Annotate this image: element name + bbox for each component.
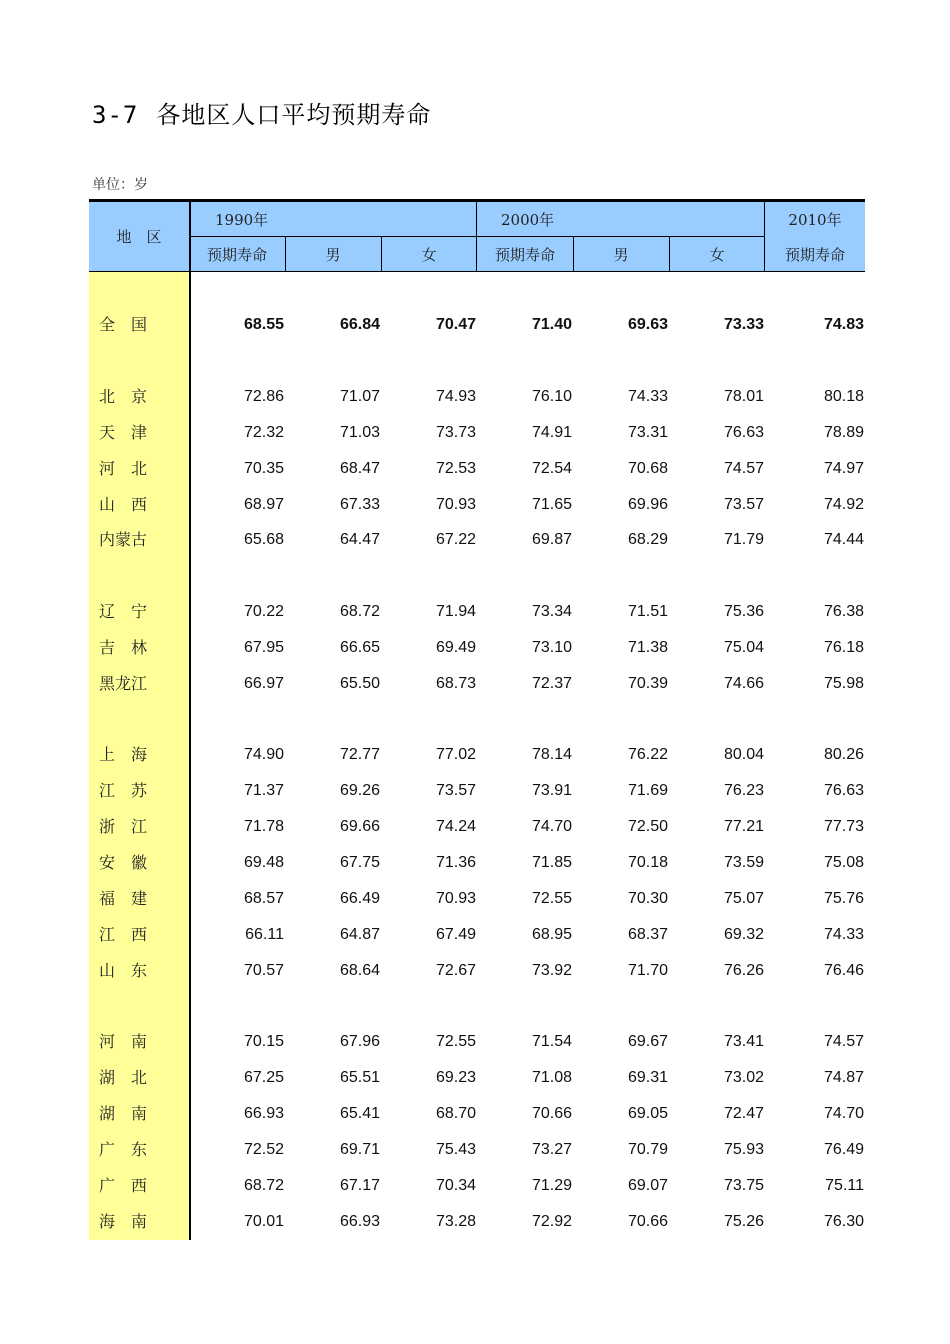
region-name: 湖 南 bbox=[99, 1104, 148, 1123]
value-cell: 71.51 bbox=[627, 603, 668, 620]
value-cell: 70.22 bbox=[243, 603, 284, 620]
value-cell: 66.84 bbox=[339, 316, 380, 333]
table-row bbox=[89, 773, 865, 809]
value-cell: 70.35 bbox=[243, 460, 284, 477]
region-name: 海 南 bbox=[99, 1212, 148, 1231]
value-cell: 76.38 bbox=[823, 603, 864, 620]
value-cell: 68.70 bbox=[435, 1105, 476, 1122]
value-cell: 80.04 bbox=[723, 746, 764, 763]
value-cell: 69.26 bbox=[339, 782, 380, 799]
value-cell: 74.70 bbox=[531, 818, 572, 835]
value-cell: 67.22 bbox=[435, 531, 476, 548]
region-name: 安 徽 bbox=[99, 853, 148, 872]
value-cell: 70.39 bbox=[627, 675, 668, 692]
value-cell: 78.01 bbox=[723, 388, 764, 405]
value-cell: 74.93 bbox=[435, 388, 476, 405]
header-1990: 1990年 bbox=[215, 211, 269, 229]
value-cell: 68.73 bbox=[435, 675, 476, 692]
header-2000-female: 女 bbox=[709, 245, 725, 264]
value-cell: 70.34 bbox=[435, 1177, 476, 1194]
header-2000: 2000年 bbox=[501, 211, 555, 229]
value-cell: 72.32 bbox=[243, 424, 284, 441]
region-name: 上 海 bbox=[99, 745, 148, 764]
value-cell: 71.37 bbox=[243, 782, 284, 799]
value-cell: 76.18 bbox=[823, 639, 864, 656]
header-1990-female: 女 bbox=[421, 245, 437, 264]
value-cell: 70.01 bbox=[243, 1213, 284, 1230]
value-cell: 74.70 bbox=[823, 1105, 864, 1122]
value-cell: 76.23 bbox=[723, 782, 764, 799]
value-cell: 67.25 bbox=[243, 1069, 284, 1086]
value-cell: 73.73 bbox=[435, 424, 476, 441]
region-name: 内蒙古 bbox=[99, 530, 148, 549]
value-cell: 67.75 bbox=[339, 854, 380, 871]
value-cell: 71.08 bbox=[531, 1069, 572, 1086]
value-cell: 69.49 bbox=[435, 639, 476, 656]
value-cell: 71.07 bbox=[339, 388, 380, 405]
value-cell: 76.26 bbox=[723, 962, 764, 979]
value-cell: 74.57 bbox=[723, 460, 764, 477]
value-cell: 69.07 bbox=[627, 1177, 668, 1194]
value-cell: 72.50 bbox=[627, 818, 668, 835]
value-cell: 71.85 bbox=[531, 854, 572, 871]
region-name: 江 西 bbox=[99, 925, 148, 944]
value-cell: 68.29 bbox=[627, 531, 668, 548]
value-cell: 70.30 bbox=[627, 890, 668, 907]
value-cell: 75.08 bbox=[823, 854, 864, 871]
value-cell: 70.79 bbox=[627, 1141, 668, 1158]
value-cell: 73.28 bbox=[435, 1213, 476, 1230]
value-cell: 72.47 bbox=[723, 1105, 764, 1122]
table-row bbox=[89, 630, 865, 666]
header-divider bbox=[573, 237, 574, 271]
value-cell: 69.23 bbox=[435, 1069, 476, 1086]
value-cell: 75.07 bbox=[723, 890, 764, 907]
value-cell: 80.18 bbox=[823, 388, 864, 405]
value-cell: 71.29 bbox=[531, 1177, 572, 1194]
value-cell: 74.91 bbox=[531, 424, 572, 441]
value-cell: 70.57 bbox=[243, 962, 284, 979]
value-cell: 76.22 bbox=[627, 746, 668, 763]
region-name: 广 西 bbox=[99, 1176, 148, 1195]
value-cell: 74.87 bbox=[823, 1069, 864, 1086]
table-row bbox=[89, 379, 865, 415]
value-cell: 74.44 bbox=[823, 531, 864, 548]
value-cell: 69.48 bbox=[243, 854, 284, 871]
table-row bbox=[89, 1096, 865, 1132]
value-cell: 66.93 bbox=[339, 1213, 380, 1230]
header-2000-male: 男 bbox=[613, 245, 629, 264]
value-cell: 67.95 bbox=[243, 639, 284, 656]
value-cell: 73.91 bbox=[531, 782, 572, 799]
value-cell: 68.55 bbox=[243, 316, 284, 333]
value-cell: 72.54 bbox=[531, 460, 572, 477]
value-cell: 66.97 bbox=[243, 675, 284, 692]
value-cell: 73.57 bbox=[435, 782, 476, 799]
region-name: 河 北 bbox=[99, 459, 148, 478]
value-cell: 70.93 bbox=[435, 890, 476, 907]
value-cell: 72.53 bbox=[435, 460, 476, 477]
header-2000-life: 预期寿命 bbox=[494, 245, 555, 264]
value-cell: 64.47 bbox=[339, 531, 380, 548]
value-cell: 65.41 bbox=[339, 1105, 380, 1122]
value-cell: 71.94 bbox=[435, 603, 476, 620]
region-name: 山 西 bbox=[99, 495, 148, 514]
header-divider bbox=[669, 237, 670, 271]
value-cell: 69.63 bbox=[627, 316, 668, 333]
value-cell: 72.67 bbox=[435, 962, 476, 979]
value-cell: 68.57 bbox=[243, 890, 284, 907]
value-cell: 71.38 bbox=[627, 639, 668, 656]
value-cell: 74.90 bbox=[243, 746, 284, 763]
table-row bbox=[89, 881, 865, 917]
table-row bbox=[89, 1024, 865, 1060]
value-cell: 72.86 bbox=[243, 388, 284, 405]
value-cell: 69.66 bbox=[339, 818, 380, 835]
value-cell: 74.97 bbox=[823, 460, 864, 477]
value-cell: 74.33 bbox=[823, 926, 864, 943]
value-cell: 71.36 bbox=[435, 854, 476, 871]
value-cell: 74.57 bbox=[823, 1033, 864, 1050]
table-row bbox=[89, 845, 865, 881]
value-cell: 73.75 bbox=[723, 1177, 764, 1194]
value-cell: 77.73 bbox=[823, 818, 864, 835]
header-2010-life: 预期寿命 bbox=[784, 245, 845, 264]
header-region: 地 区 bbox=[116, 228, 162, 246]
value-cell: 75.04 bbox=[723, 639, 764, 656]
region-name: 浙 江 bbox=[99, 817, 148, 836]
table-row bbox=[89, 1132, 865, 1168]
table-row bbox=[89, 809, 865, 845]
value-cell: 75.98 bbox=[823, 675, 864, 692]
value-cell: 71.78 bbox=[243, 818, 284, 835]
header-divider bbox=[764, 202, 765, 271]
region-name: 河 南 bbox=[99, 1032, 148, 1051]
region-name: 广 东 bbox=[99, 1140, 148, 1159]
value-cell: 74.24 bbox=[435, 818, 476, 835]
value-cell: 73.31 bbox=[627, 424, 668, 441]
region-name: 江 苏 bbox=[99, 781, 148, 800]
value-cell: 74.92 bbox=[823, 496, 864, 513]
value-cell: 75.76 bbox=[823, 890, 864, 907]
value-cell: 77.02 bbox=[435, 746, 476, 763]
value-cell: 65.50 bbox=[339, 675, 380, 692]
value-cell: 69.32 bbox=[723, 926, 764, 943]
value-cell: 65.51 bbox=[339, 1069, 380, 1086]
value-cell: 78.89 bbox=[823, 424, 864, 441]
value-cell: 70.93 bbox=[435, 496, 476, 513]
header-2010: 2010年 bbox=[788, 211, 842, 229]
value-cell: 70.66 bbox=[531, 1105, 572, 1122]
table-row bbox=[89, 451, 865, 487]
value-cell: 65.68 bbox=[243, 531, 284, 548]
value-cell: 75.36 bbox=[723, 603, 764, 620]
value-cell: 73.27 bbox=[531, 1141, 572, 1158]
table-row bbox=[89, 953, 865, 989]
table-row bbox=[89, 487, 865, 523]
value-cell: 74.33 bbox=[627, 388, 668, 405]
region-name: 北 京 bbox=[99, 387, 148, 406]
value-cell: 71.79 bbox=[723, 531, 764, 548]
value-cell: 76.46 bbox=[823, 962, 864, 979]
value-cell: 71.03 bbox=[339, 424, 380, 441]
value-cell: 76.63 bbox=[823, 782, 864, 799]
region-name: 全 国 bbox=[99, 315, 148, 334]
value-cell: 73.92 bbox=[531, 962, 572, 979]
table-row bbox=[89, 522, 865, 558]
value-cell: 73.34 bbox=[531, 603, 572, 620]
value-cell: 68.95 bbox=[531, 926, 572, 943]
header-divider bbox=[476, 202, 477, 271]
value-cell: 71.69 bbox=[627, 782, 668, 799]
table-row bbox=[89, 1060, 865, 1096]
value-cell: 76.63 bbox=[723, 424, 764, 441]
value-cell: 73.59 bbox=[723, 854, 764, 871]
value-cell: 76.49 bbox=[823, 1141, 864, 1158]
table-row bbox=[89, 594, 865, 630]
value-cell: 68.72 bbox=[243, 1177, 284, 1194]
region-name: 辽 宁 bbox=[99, 602, 148, 621]
table-header bbox=[89, 199, 865, 272]
value-cell: 66.93 bbox=[243, 1105, 284, 1122]
value-cell: 74.66 bbox=[723, 675, 764, 692]
value-cell: 70.18 bbox=[627, 854, 668, 871]
header-divider bbox=[285, 237, 286, 271]
header-divider bbox=[381, 237, 382, 271]
value-cell: 72.77 bbox=[339, 746, 380, 763]
value-cell: 69.05 bbox=[627, 1105, 668, 1122]
header-1990-male: 男 bbox=[325, 245, 341, 264]
header-divider bbox=[189, 236, 765, 237]
value-cell: 68.47 bbox=[339, 460, 380, 477]
value-cell: 72.37 bbox=[531, 675, 572, 692]
value-cell: 75.43 bbox=[435, 1141, 476, 1158]
value-cell: 71.54 bbox=[531, 1033, 572, 1050]
value-cell: 80.26 bbox=[823, 746, 864, 763]
value-cell: 67.17 bbox=[339, 1177, 380, 1194]
table-row bbox=[89, 1204, 865, 1240]
value-cell: 64.87 bbox=[339, 926, 380, 943]
value-cell: 68.97 bbox=[243, 496, 284, 513]
region-name: 吉 林 bbox=[99, 638, 148, 657]
value-cell: 69.67 bbox=[627, 1033, 668, 1050]
value-cell: 70.66 bbox=[627, 1213, 668, 1230]
value-cell: 72.52 bbox=[243, 1141, 284, 1158]
value-cell: 73.10 bbox=[531, 639, 572, 656]
table-number: 3-7 bbox=[92, 101, 139, 129]
table-title: 各地区人口平均预期寿命 bbox=[156, 101, 432, 129]
value-cell: 66.65 bbox=[339, 639, 380, 656]
value-cell: 69.87 bbox=[531, 531, 572, 548]
value-cell: 74.83 bbox=[823, 316, 864, 333]
table-row bbox=[89, 1168, 865, 1204]
page-title bbox=[92, 95, 431, 130]
value-cell: 67.96 bbox=[339, 1033, 380, 1050]
value-cell: 76.10 bbox=[531, 388, 572, 405]
region-name: 黑龙江 bbox=[99, 674, 148, 693]
value-cell: 73.33 bbox=[723, 316, 764, 333]
header-1990-life: 预期寿命 bbox=[206, 245, 267, 264]
value-cell: 66.49 bbox=[339, 890, 380, 907]
value-cell: 68.72 bbox=[339, 603, 380, 620]
table-row bbox=[89, 666, 865, 702]
value-cell: 70.47 bbox=[435, 316, 476, 333]
value-cell: 71.40 bbox=[531, 316, 572, 333]
value-cell: 72.55 bbox=[531, 890, 572, 907]
value-cell: 71.65 bbox=[531, 496, 572, 513]
value-cell: 75.93 bbox=[723, 1141, 764, 1158]
region-name: 福 建 bbox=[99, 889, 148, 908]
region-name: 山 东 bbox=[99, 961, 148, 980]
value-cell: 69.31 bbox=[627, 1069, 668, 1086]
region-name: 湖 北 bbox=[99, 1068, 148, 1087]
value-cell: 72.92 bbox=[531, 1213, 572, 1230]
value-cell: 73.41 bbox=[723, 1033, 764, 1050]
region-name: 天 津 bbox=[99, 423, 148, 442]
value-cell: 75.26 bbox=[723, 1213, 764, 1230]
value-cell: 70.15 bbox=[243, 1033, 284, 1050]
table-row bbox=[89, 415, 865, 451]
unit-label: 单位：岁 bbox=[92, 177, 148, 193]
value-cell: 78.14 bbox=[531, 746, 572, 763]
value-cell: 76.30 bbox=[823, 1213, 864, 1230]
value-cell: 68.64 bbox=[339, 962, 380, 979]
value-cell: 70.68 bbox=[627, 460, 668, 477]
table-row bbox=[89, 307, 865, 343]
table-row bbox=[89, 917, 865, 953]
value-cell: 69.96 bbox=[627, 496, 668, 513]
value-cell: 72.55 bbox=[435, 1033, 476, 1050]
value-cell: 73.02 bbox=[723, 1069, 764, 1086]
value-cell: 77.21 bbox=[723, 818, 764, 835]
value-cell: 75.11 bbox=[825, 1177, 864, 1194]
value-cell: 68.37 bbox=[627, 926, 668, 943]
value-cell: 73.57 bbox=[723, 496, 764, 513]
table-row bbox=[89, 737, 865, 773]
value-cell: 67.49 bbox=[435, 926, 476, 943]
value-cell: 71.70 bbox=[627, 962, 668, 979]
value-cell: 67.33 bbox=[339, 496, 380, 513]
value-cell: 69.71 bbox=[339, 1141, 380, 1158]
value-cell: 66.11 bbox=[245, 926, 284, 943]
